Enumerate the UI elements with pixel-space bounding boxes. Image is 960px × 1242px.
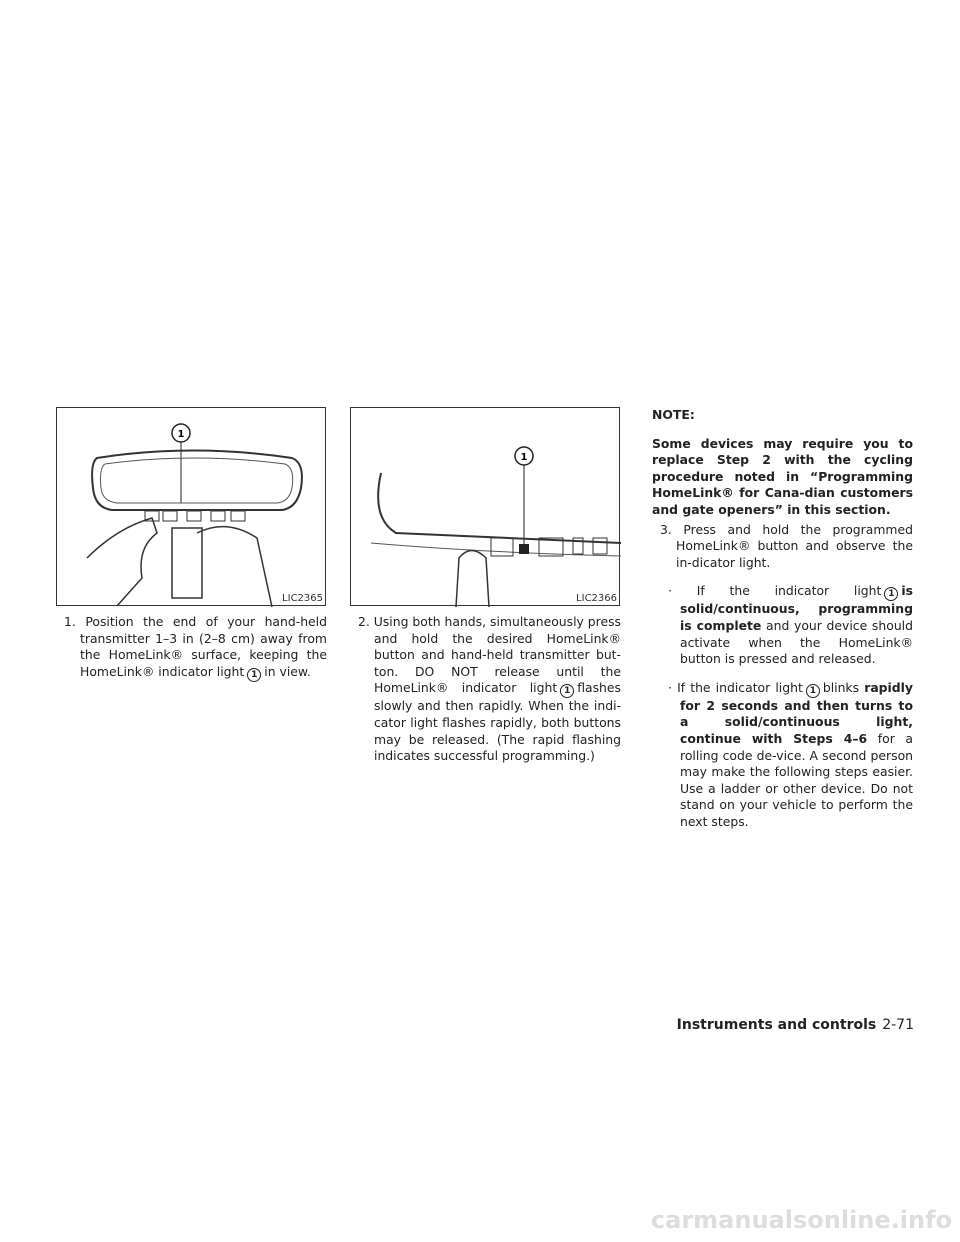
step-2 (358, 614, 621, 765)
step-number: 3. (660, 521, 672, 537)
callout-1-icon: 1 (247, 668, 261, 682)
bullet-text: If the indicator light (696, 583, 882, 599)
callout-1-icon: 1 (806, 684, 820, 698)
bullet-text: and your device should activate when the HomeLink® button is pressed and released. (680, 617, 913, 667)
watermark: carmanualsonline.info (650, 1206, 952, 1234)
page-footer (677, 1017, 914, 1033)
step-text: Press and hold the programmed HomeLink® button and observe the in-dicator light. (676, 521, 913, 570)
step-text: Using both hands, simultaneously press and hold the desired HomeLink® button and hand-held transmitter but-ton. DO NOT release until the HomeLink® indicator light (373, 614, 622, 696)
column-1 (64, 614, 327, 682)
bullet-text: blinks (822, 679, 860, 695)
bullet-solid: · If the indicator light 1 is solid/continuous, programming is complete and your device should activate when the HomeLink® button is pressed and released. (668, 583, 913, 667)
note-body: Some devices may require you to replace Step 2 with the cycling procedure noted in “Programming HomeLink® for Cana-dian customers and gate openers” in this section. (652, 435, 913, 517)
figure-id: LIC2365 (282, 593, 323, 604)
svg-text:1: 1 (177, 429, 185, 440)
figure-mirror-button (350, 407, 620, 606)
step-3 (660, 522, 913, 572)
step-number: 2. (358, 614, 370, 629)
column-2 (358, 614, 621, 765)
bullet-bold: rapidly for 2 seconds and then turns to a solid/continuous light, continue with Steps 4–6 (680, 679, 913, 746)
step-text: Position the end of your hand-held transmitter 1–3 in (2–8 cm) away from the HomeLink® surface, keeping the HomeLink® indicator light (80, 614, 327, 679)
step-text: in view. (264, 663, 311, 679)
note-title: NOTE: (652, 407, 695, 422)
illustration-mirror-hands (57, 408, 327, 607)
step-number: 1. (64, 614, 76, 629)
bullet-bold: is solid/continuous, programming is complete (680, 583, 913, 633)
figure-mirror-transmitter (56, 407, 326, 606)
callout-1-icon: 1 (884, 587, 898, 601)
bullet-rapid: · If the indicator light 1 blinks rapidly for 2 seconds and then turns to a solid/continuous light, continue with Steps 4–6 for a rolling code de-vice. A second person may make the following steps easier. Use a ladder or other device. Do not stand on your vehicle to perform the next steps. (668, 679, 913, 829)
step-1 (64, 614, 327, 682)
bullet-text: for a rolling code de-vice. A second person may make the following steps easier. Use a ladder or other device. Do not stand on your vehicle to perform the next steps. (680, 730, 913, 829)
section-title: Instruments and controls (676, 1017, 877, 1033)
column-3 (652, 407, 913, 830)
illustration-mirror-finger (351, 408, 621, 607)
svg-text:1: 1 (520, 452, 528, 463)
step-text: flashes slowly and then rapidly. When the indi-cator light flashes rapidly, both buttons may be released. (The rapid flashing indicates successful programming.) (374, 680, 621, 764)
page-number: 2-71 (882, 1017, 914, 1033)
figure-id: LIC2366 (576, 593, 617, 604)
callout-1-icon: 1 (560, 684, 574, 698)
bullet-text: If the indicator light (677, 679, 803, 695)
